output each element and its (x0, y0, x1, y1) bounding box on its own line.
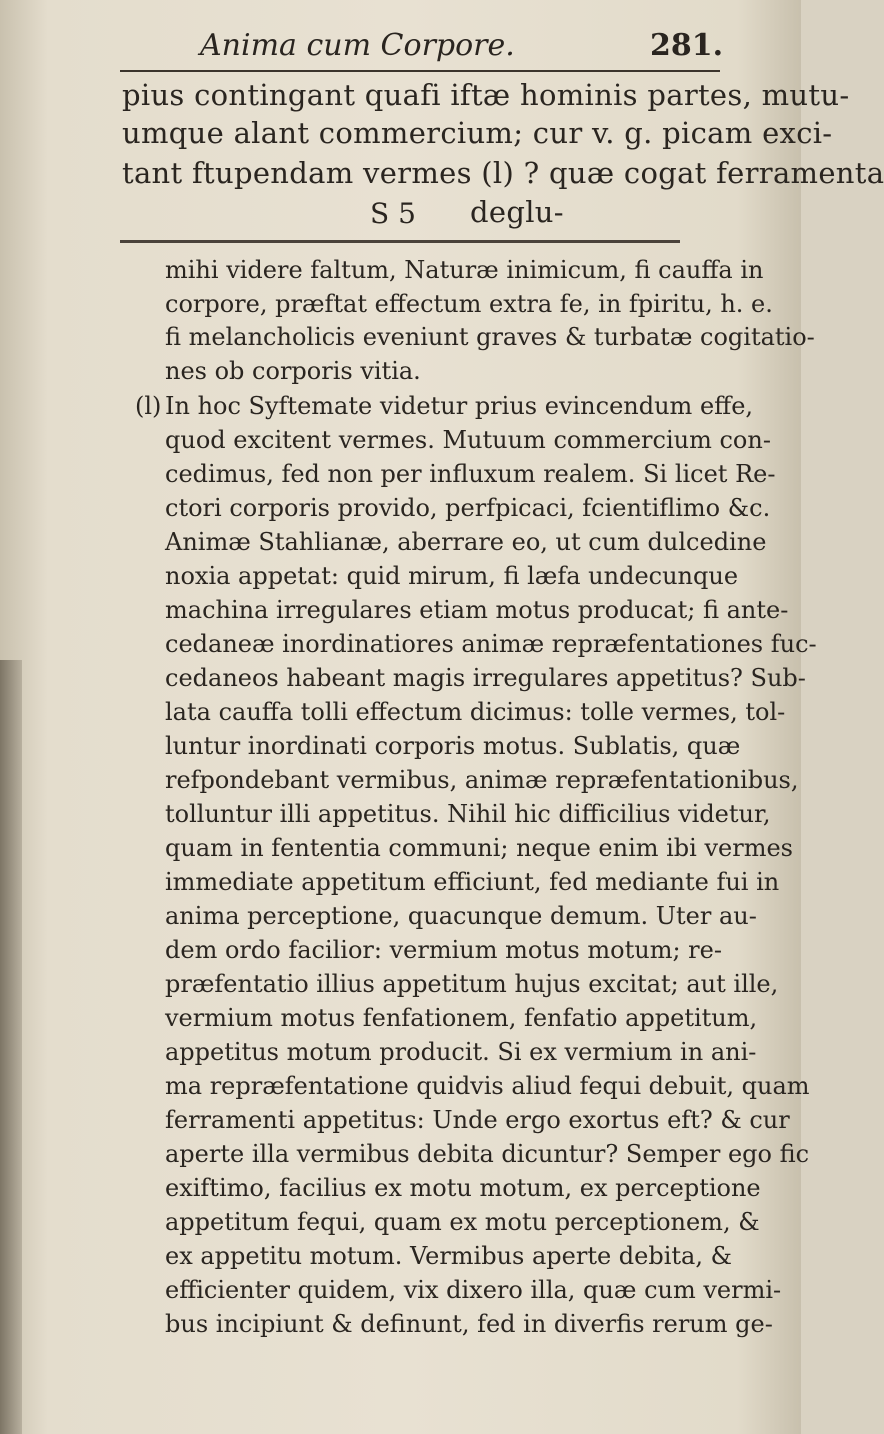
footnote-line: fi melancholicis eveniunt graves & turbatæ cogitatio- (165, 323, 815, 351)
running-title: Anima cum Corpore. (200, 28, 515, 63)
page-edge-shadow (0, 660, 22, 1434)
header-rule (120, 70, 720, 72)
footnote-line: luntur inordinati corporis motus. Sublatis, quæ (165, 732, 741, 760)
footnote-marker: (l) (135, 392, 162, 420)
footnote-line: vermium motus fenfationem, fenfatio appetitum, (165, 1004, 758, 1032)
text-line: umque alant commercium; cur v. g. picam exci- (122, 116, 833, 150)
footnote-line: corpore, præftat effectum extra fe, in fpiritu, h. e. (165, 290, 773, 318)
footnote-line: machina irregulares etiam motus producat; fi ante- (165, 596, 789, 624)
footnote-line: In hoc Syftemate videtur prius evincendum effe, (165, 392, 754, 420)
footnote-line: appetitus motum producit. Si ex vermium in ani- (165, 1038, 757, 1066)
footnote-line: efficienter quidem, vix dixero illa, quæ cum vermi- (165, 1276, 782, 1304)
footnote-line: præfentatio illius appetitum hujus excitat; aut ille, (165, 970, 779, 998)
footnote-line: ma repræfentatione quidvis aliud fequi debuit, quam (165, 1072, 810, 1100)
page-number: 281. (650, 28, 724, 63)
footnote-line: dem ordo facilior: vermium motus motum; re- (165, 936, 722, 964)
running-header (200, 28, 780, 68)
footnote-line: noxia appetat: quid mirum, fi læfa undecunque (165, 562, 739, 590)
footnote-line: refpondebant vermibus, animæ repræfentationibus, (165, 766, 799, 794)
footnote-line: Animæ Stahlianæ, aberrare eo, ut cum dulcedine (165, 528, 767, 556)
catchword: deglu- (470, 195, 564, 229)
footnote-line: mihi videre faltum, Naturæ inimicum, fi cauffa in (165, 256, 764, 284)
footnote-line: exiftimo, facilius ex motu motum, ex perceptione (165, 1174, 761, 1202)
footnote-line: lata cauffa tolli effectum dicimus: tolle vermes, tol- (165, 698, 786, 726)
footnote-line: appetitum fequi, quam ex motu perceptionem, & (165, 1208, 760, 1236)
footnote-rule (120, 240, 680, 243)
footnote-line: aperte illa vermibus debita dicuntur? Semper ego fic (165, 1140, 810, 1168)
signature-mark: S 5 (370, 197, 416, 230)
footnote-line: cedimus, fed non per influxum realem. Si licet Re- (165, 460, 776, 488)
footnote-line: nes ob corporis vitia. (165, 357, 421, 385)
footnote-line: ex appetitu motum. Vermibus aperte debita, & (165, 1242, 732, 1270)
footnote-line: ferramenti appetitus: Unde ergo exortus eft? & cur (165, 1106, 790, 1134)
footnote-line: bus incipiunt & definunt, fed in diverfis rerum ge- (165, 1310, 773, 1338)
footnote-line: immediate appetitum efficiunt, fed mediante fui in (165, 868, 780, 896)
footnote-line: tolluntur illi appetitus. Nihil hic difficilius videtur, (165, 800, 771, 828)
footnote-line: quod excitent vermes. Mutuum commercium con- (165, 426, 771, 454)
footnote-line: ctori corporis provido, perfpicaci, fcientiflimo &c. (165, 494, 771, 522)
footnote-line: quam in fententia communi; neque enim ibi vermes (165, 834, 793, 862)
text-line: tant ftupendam vermes (l) ? quæ cogat ferramenta (122, 156, 884, 190)
footnote-line: anima perceptione, quacunque demum. Uter au- (165, 902, 757, 930)
text-line: pius contingant quafi iftæ hominis partes, mutu- (122, 78, 850, 112)
footnote-line: cedaneos habeant magis irregulares appetitus? Sub- (165, 664, 806, 692)
footnote-line: cedaneæ inordinatiores animæ repræfentationes fuc- (165, 630, 817, 658)
